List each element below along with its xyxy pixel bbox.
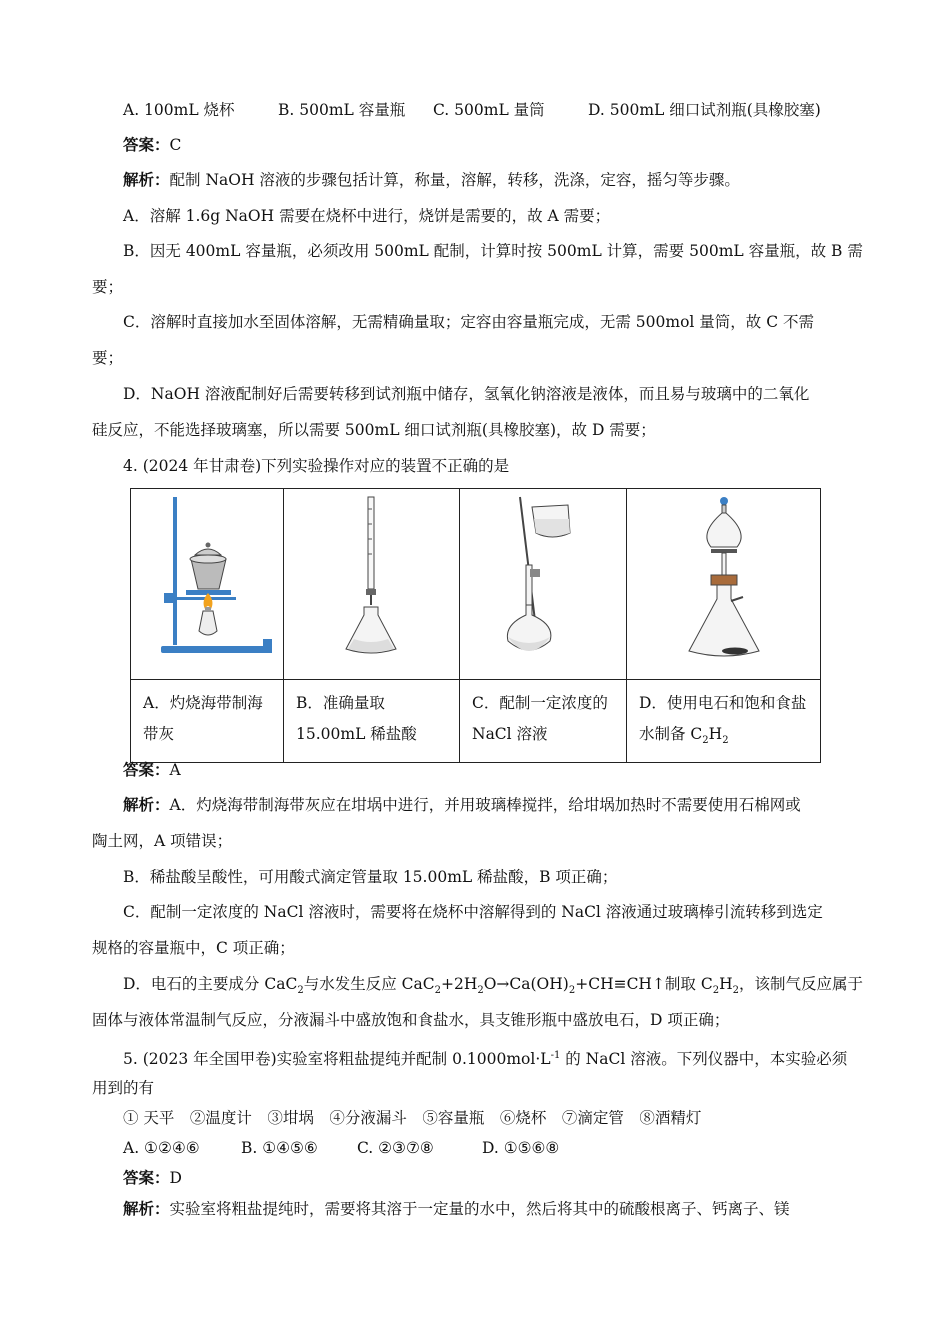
caption-d-text: H <box>708 725 723 743</box>
caption-d-sub: 2 <box>702 735 709 747</box>
q3-answer <box>123 135 181 155</box>
q4-answer <box>123 760 181 780</box>
analysis-text: 配制 NaOH 溶液的步骤包括计算，称量，溶解，转移，洗涤，定容，摇匀等步骤。 <box>169 171 740 189</box>
caption-d-text: D．使用电石和饱和食盐水制备 C <box>639 694 807 743</box>
q3-analysis-b1: B．因无 400mL 容量瓶，必须改用 500mL 配制，计算时按 500mL 计算，需要 500mL 容量瓶，故 B 需 <box>123 242 863 260</box>
q5-options <box>123 1138 559 1158</box>
caption-d <box>627 680 821 763</box>
caption-a: A．灼烧海带制海带灰 <box>131 680 284 763</box>
q3-option-b: B. 500mL 容量瓶 <box>278 101 406 119</box>
q5-items: ① 天平 ②温度计 ③坩埚 ④分液漏斗 ⑤容量瓶 ⑥烧杯 ⑦滴定管 ⑧酒精灯 <box>123 1109 702 1127</box>
q3-analysis-d1: D．NaOH 溶液配制好后需要转移到试剂瓶中储存，氢氧化钠溶液是液体，而且易与玻璃中的二氧化 <box>123 385 810 403</box>
q3-analysis-a: A．溶解 1.6g NaOH 需要在烧杯中进行，烧饼是需要的，故 A 需要； <box>123 207 611 225</box>
crucible-on-stand-icon <box>131 489 284 679</box>
analysis-label: 解析： <box>123 795 170 814</box>
q3-analysis-c1: C．溶解时直接加水至固体溶解，无需精确量取；定容由容量瓶完成，无需 500mol 量筒，故 C 不需 <box>123 313 815 331</box>
q4-stem: 4. (2024 年甘肃卷)下列实验操作对应的装置不正确的是 <box>123 457 510 475</box>
burette-flask-icon <box>284 489 460 679</box>
caption-b: B．准确量取 15.00mL 稀盐酸 <box>284 680 460 763</box>
answer-value: C <box>169 136 182 154</box>
apparatus-d-cell <box>627 489 821 680</box>
q4-analysis-a2: 陶土网，A 项错误； <box>92 832 233 850</box>
q4-analysis-d2: 固体与液体常温制气反应，分液漏斗中盛放饱和食盐水，具支锥形瓶中盛放电石，D 项正确； <box>92 1011 730 1029</box>
q5-option-c: C. ②③⑦⑧ <box>357 1139 434 1157</box>
caption-c: C．配制一定浓度的 NaCl 溶液 <box>460 680 627 763</box>
q5-option-b: B. ①④⑤⑥ <box>241 1139 318 1157</box>
analysis-text: A．灼烧海带制海带灰应在坩埚中进行，并用玻璃棒搅拌，给坩埚加热时不需要使用石棉网或 <box>169 796 801 814</box>
apparatus-table <box>130 488 821 763</box>
q3-option-c: C. 500mL 量筒 <box>433 101 545 119</box>
apparatus-b-cell <box>284 489 460 680</box>
q3-options <box>123 100 821 120</box>
volumetric-flask-icon <box>460 489 627 679</box>
q3-option-d: D. 500mL 细口试剂瓶(具橡胶塞) <box>588 101 821 119</box>
answer-value: A <box>169 761 181 779</box>
apparatus-a-cell <box>131 489 284 680</box>
q5-option-d: D. ①⑤⑥⑧ <box>482 1139 560 1157</box>
analysis-label: 解析： <box>123 1199 170 1218</box>
q3-analysis-d2: 硅反应，不能选择玻璃塞，所以需要 500mL 细口试剂瓶(具橡胶塞)，故 D 需要； <box>92 421 656 439</box>
caption-d-sub: 2 <box>722 735 729 747</box>
answer-label: 答案： <box>123 1168 170 1187</box>
answer-value: D <box>169 1169 182 1187</box>
apparatus-c-cell <box>460 489 627 680</box>
q5-stem-2: 用到的有 <box>92 1079 155 1097</box>
q5-analysis <box>123 1199 790 1219</box>
q3-analysis-intro <box>123 170 740 190</box>
q4-analysis-b: B．稀盐酸呈酸性，可用酸式滴定管量取 15.00mL 稀盐酸，B 项正确； <box>123 868 618 886</box>
q3-analysis-c2: 要； <box>92 349 124 367</box>
q5-answer <box>123 1168 182 1188</box>
answer-label: 答案： <box>123 760 170 779</box>
q5-stem-1: 5. (2023 年全国甲卷)实验室将粗盐提纯并配制 $0.1000mol\cdot L^{-1}$ 的 NaCl 溶液。下列仪器中，本实验必须 <box>123 1050 848 1069</box>
analysis-text: 实验室将粗盐提纯时，需要将其溶于一定量的水中，然后将其中的硫酸根离子、钙离子、镁 <box>169 1200 790 1218</box>
q3-analysis-b2: 要； <box>92 278 124 296</box>
q3-option-a: A. 100mL 烧杯 <box>123 101 235 119</box>
q4-analysis-d1: D．电石的主要成分 CaC$_2$与水发生反应 $CaC_2+2H_2O\to Ca(OH)_2+CH\equiv CH↑$制取 $C_2H_2$，该制气反应属于 <box>123 975 864 997</box>
answer-label: 答案： <box>123 135 170 154</box>
q4-analysis-c1: C．配制一定浓度的 NaCl 溶液时，需要将在烧杯中溶解得到的 NaCl 溶液通过玻璃棒引流转移到选定 <box>123 903 823 921</box>
separatory-funnel-flask-icon <box>627 489 821 679</box>
q4-analysis-a1 <box>123 795 801 815</box>
q5-option-a: A. ①②④⑥ <box>123 1139 200 1157</box>
q4-analysis-c2: 规格的容量瓶中，C 项正确； <box>92 939 295 957</box>
analysis-label: 解析： <box>123 170 170 189</box>
